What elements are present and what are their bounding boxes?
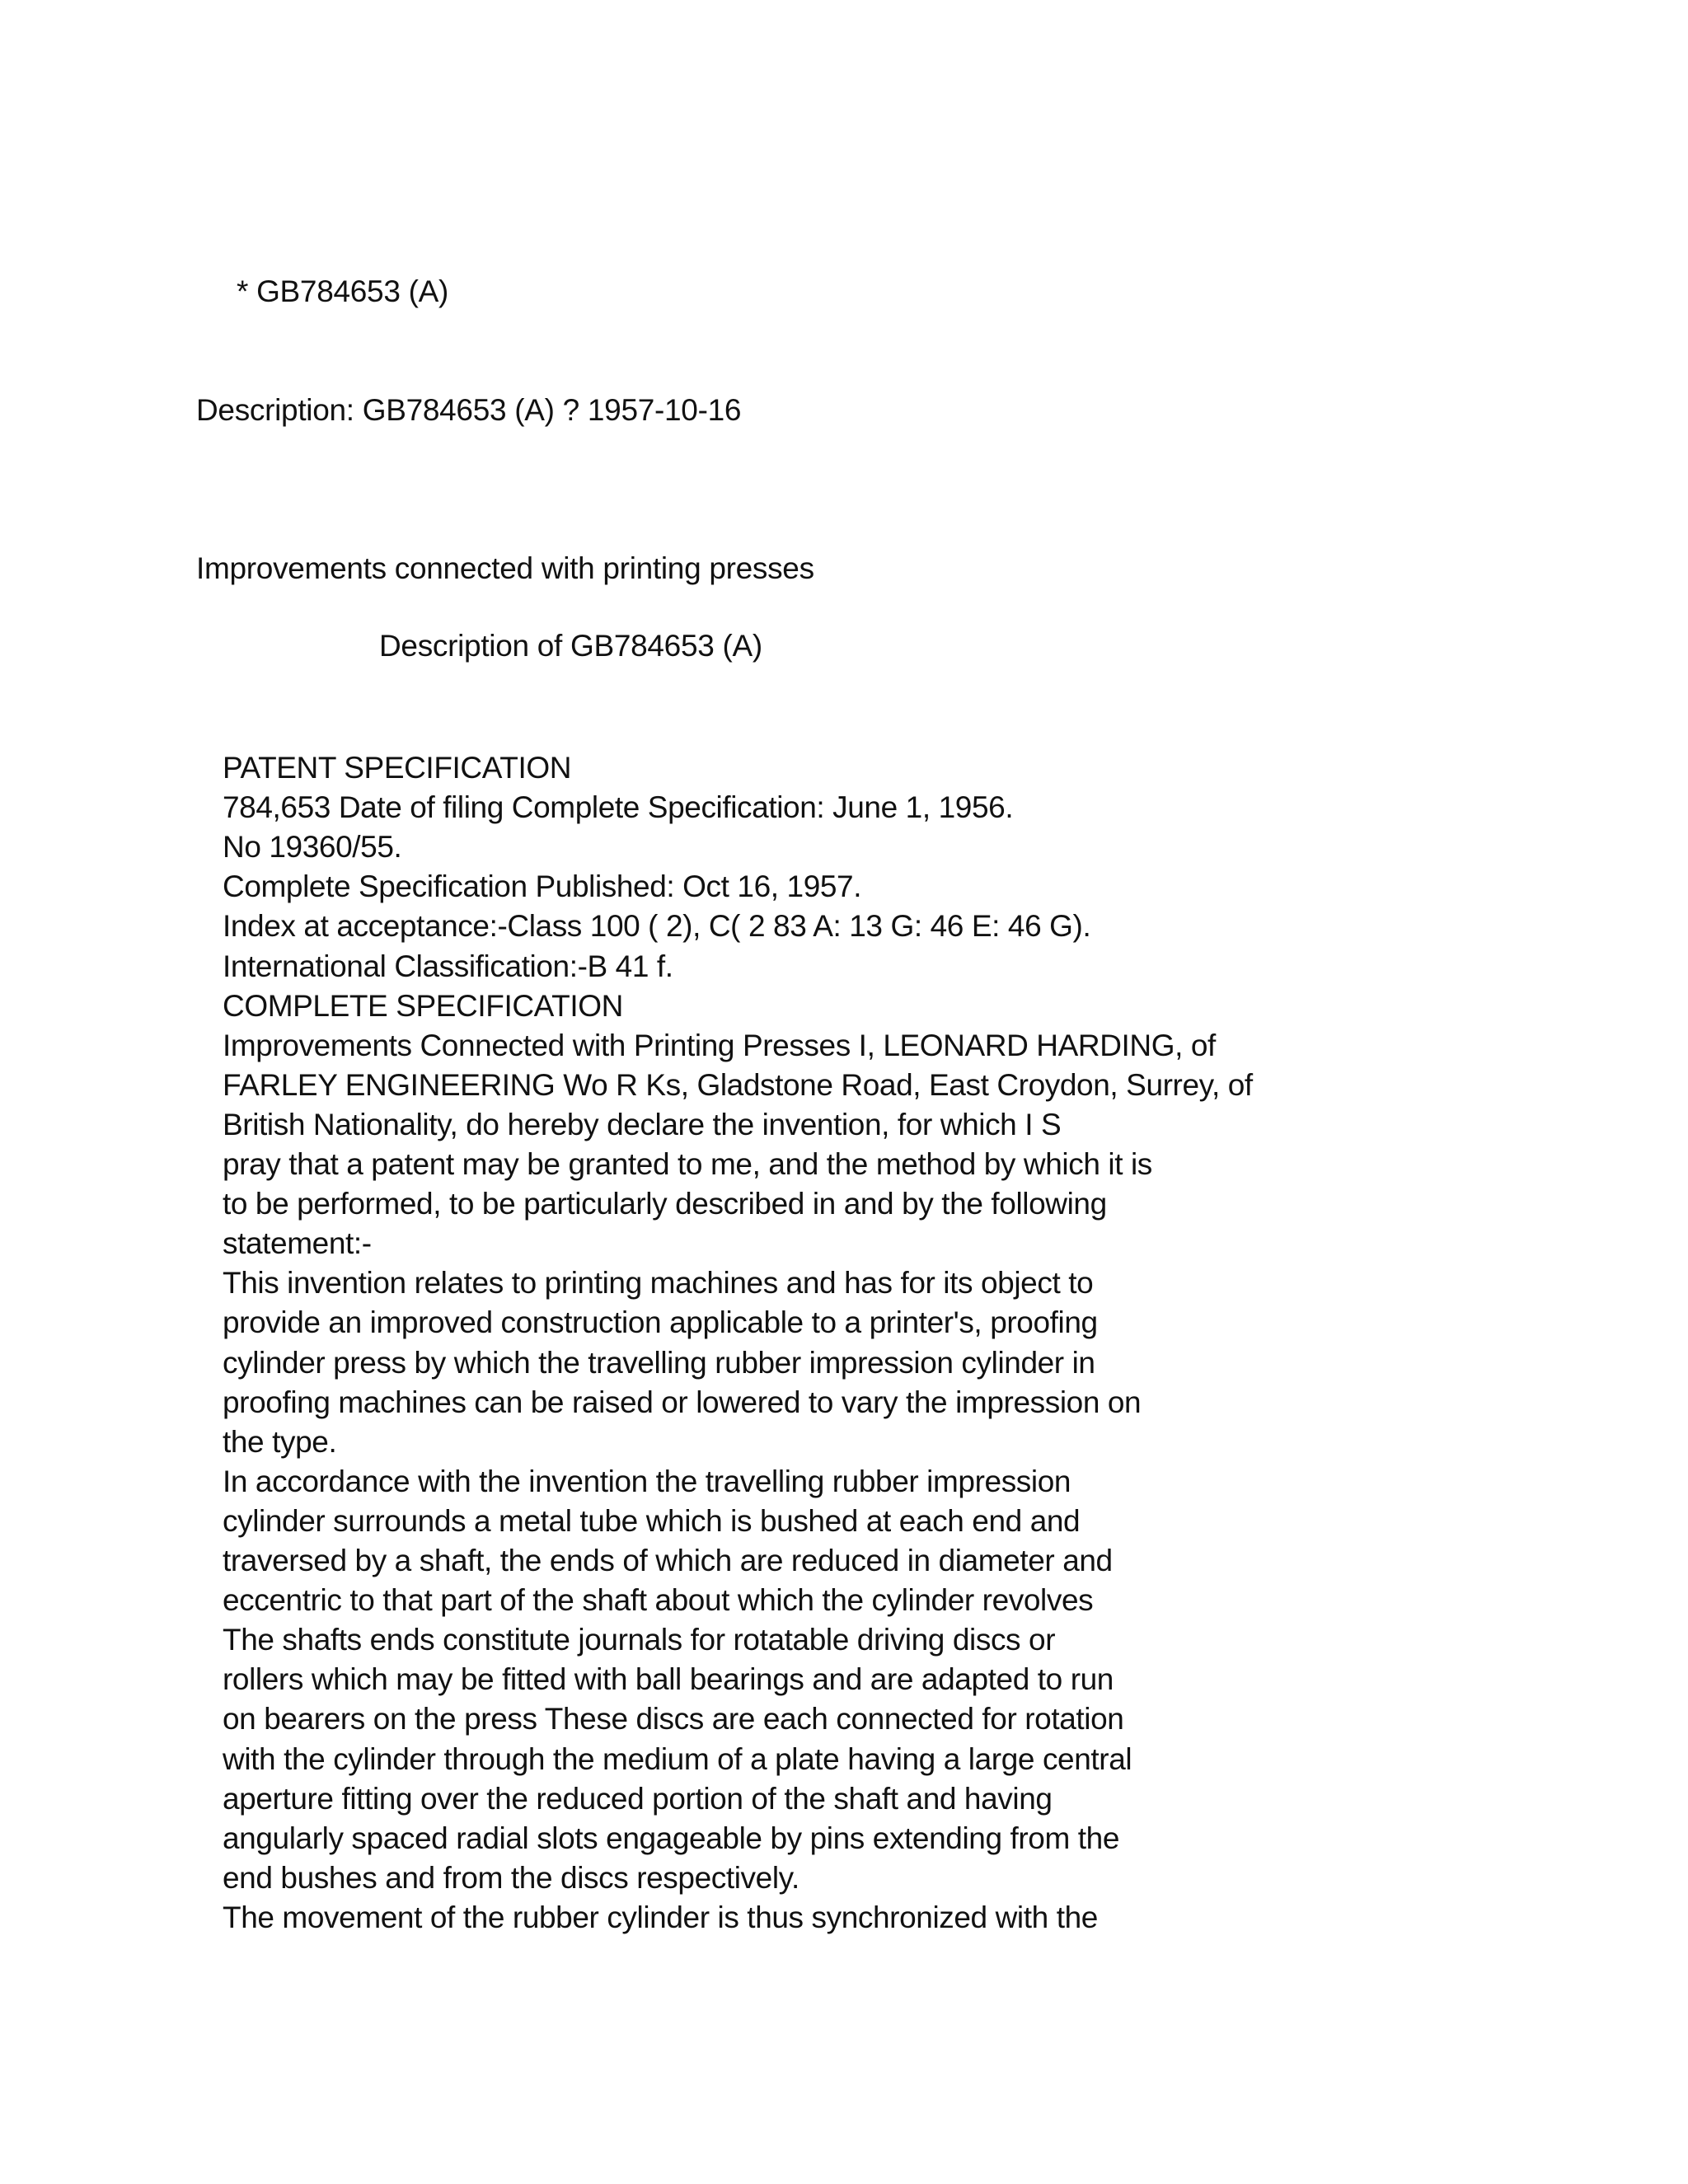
body-text-line: angularly spaced radial slots engageable by pins extending from the <box>223 1821 1120 1855</box>
body-text-line: rollers which may be fitted with ball bearings and are adapted to run <box>223 1662 1114 1697</box>
body-text-line: This invention relates to printing machines and has for its object to <box>223 1266 1094 1301</box>
body-text-line: The shafts ends constitute journals for rotatable driving discs or <box>223 1623 1056 1657</box>
body-text-line: 784,653 Date of filing Complete Specification: June 1, 1956. <box>223 790 1014 825</box>
body-text-line: British Nationality, do hereby declare the invention, for which I S <box>223 1107 1062 1141</box>
body-text-line: In accordance with the invention the travelling rubber impression <box>223 1464 1071 1498</box>
body-text-line: proofing machines can be raised or lowered to vary the impression on <box>223 1385 1142 1419</box>
body-text-line: COMPLETE SPECIFICATION <box>223 988 623 1023</box>
body-text-line: Index at acceptance:-Class 100 ( 2), C( 2 83 A: 13 G: 46 E: 46 G). <box>223 909 1091 944</box>
body-text-line: eccentric to that part of the shaft about which the cylinder revolves <box>223 1583 1094 1618</box>
body-text-line: statement:- <box>223 1226 372 1261</box>
body-text-line: with the cylinder through the medium of a plate having a large central <box>223 1741 1132 1776</box>
body-text-line: Improvements Connected with Printing Presses I, LEONARD HARDING, of <box>223 1028 1216 1062</box>
doc-reference: * GB784653 (A) <box>237 274 449 308</box>
body-text-line: International Classification:-B 41 f. <box>223 949 673 983</box>
body-text-line: the type. <box>223 1424 337 1459</box>
document-subtitle: Description of GB784653 (A) <box>379 629 762 663</box>
body-text-line: aperture fitting over the reduced portion of the shaft and having <box>223 1781 1053 1816</box>
body-text-line: cylinder surrounds a metal tube which is bushed at each end and <box>223 1503 1081 1538</box>
body-text-line: traversed by a shaft, the ends of which are reduced in diameter and <box>223 1544 1113 1577</box>
body-text-line: PATENT SPECIFICATION <box>223 751 572 785</box>
body-text-line: pray that a patent may be granted to me, and the method by which it is <box>223 1147 1152 1181</box>
body-text-line: The movement of the rubber cylinder is thus synchronized with the <box>223 1900 1098 1934</box>
document-title: Improvements connected with printing presses <box>196 551 814 585</box>
body-text-line: end bushes and from the discs respectively. <box>223 1860 799 1895</box>
body-text-line: on bearers on the press These discs are each connected for rotation <box>223 1702 1124 1736</box>
body-text-line: to be performed, to be particularly described in and by the following <box>223 1187 1107 1221</box>
body-text-line: provide an improved construction applicable to a printer's, proofing <box>223 1305 1098 1340</box>
body-text-line: cylinder press by which the travelling rubber impression cylinder in <box>223 1345 1095 1380</box>
body-text-line: Complete Specification Published: Oct 16, 1957. <box>223 869 862 904</box>
body-text-line: No 19360/55. <box>223 830 402 865</box>
description-line: Description: GB784653 (A) ? 1957-10-16 <box>196 393 742 427</box>
body-text-line: FARLEY ENGINEERING Wo R Ks, Gladstone Road, East Croydon, Surrey, of <box>223 1067 1253 1102</box>
